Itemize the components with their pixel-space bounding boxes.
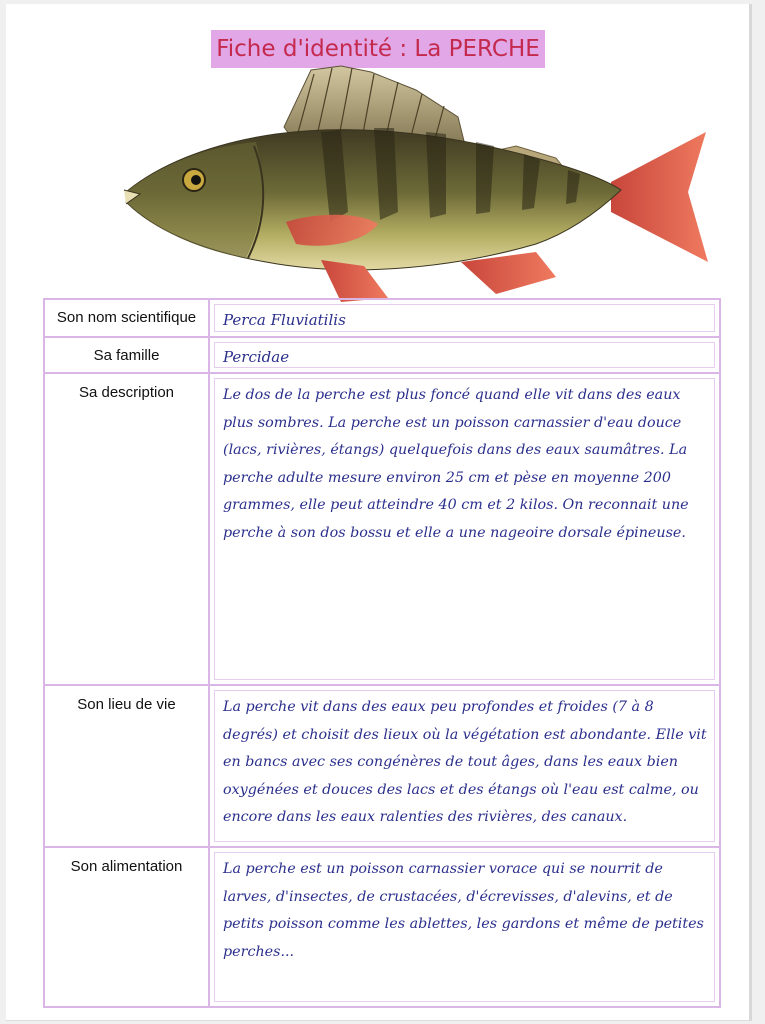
row-value-box	[214, 852, 715, 1002]
worksheet-page	[6, 4, 752, 1021]
row-label: Sa famille	[45, 338, 210, 372]
row-value-box	[214, 342, 715, 368]
identity-table	[43, 298, 721, 1008]
table-row	[45, 374, 719, 686]
perch-illustration	[116, 62, 716, 312]
table-row	[45, 686, 719, 848]
row-value: Percidae	[223, 348, 290, 366]
row-label: Son alimentation	[45, 848, 210, 1006]
row-value: La perche vit dans des eaux peu profondes et froides (7 à 8 degrés) et choisit des lieux où la végétation est abondante. Elle vit en bancs avec ses congénères de tout âges, dans les eaux bien oxygénées et douces des lacs et des étangs où l'eau est calme, ou encore dans les eaux ralenties des rivières, des canaux.	[223, 699, 707, 825]
row-value: Le dos de la perche est plus foncé quand elle vit dans des eaux plus sombres. La perche est un poisson carnassier d'eau douce (lacs, rivières, étangs) quelquefois dans des eaux saumâtres. La perche adulte mesure environ 25 cm et pèse en moyenne 200 grammes, elle peut atteindre 40 cm et 2 kilos. On reconnait une perche à son dos bossu et elle a une nageoire dorsale épineuse.	[223, 387, 689, 541]
row-label: Son nom scientifique	[45, 300, 210, 336]
table-row	[45, 848, 719, 1006]
row-value-box	[214, 378, 715, 680]
table-row	[45, 338, 719, 374]
row-label: Son lieu de vie	[45, 686, 210, 846]
row-value: La perche est un poisson carnassier vorace qui se nourrit de larves, d'insectes, de crustacées, d'écrevisses, d'alevins, et de petits poisson comme les ablettes, les gardons et même de petites perches...	[223, 861, 704, 960]
table-row	[45, 300, 719, 338]
row-label: Sa description	[45, 374, 210, 684]
row-value: Perca Fluviatilis	[223, 311, 346, 329]
row-value-box	[214, 304, 715, 332]
row-value-box	[214, 690, 715, 842]
page-title: Fiche d'identité : La PERCHE	[211, 30, 545, 68]
